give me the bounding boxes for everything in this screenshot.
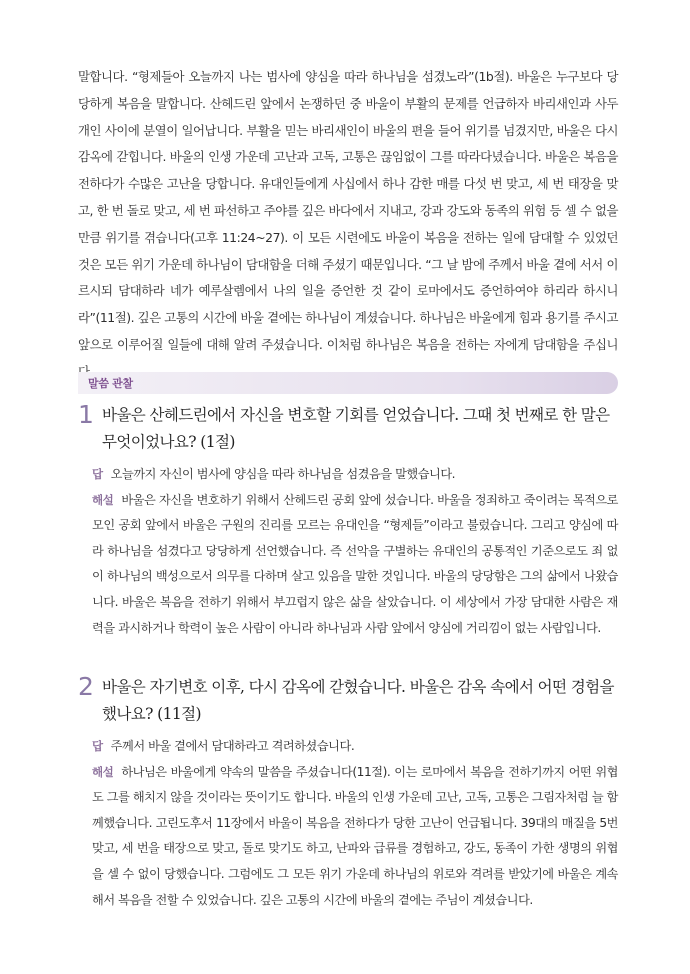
answer-line [92,462,618,488]
question-header [78,674,618,728]
explanation-text: 바울은 자신을 변호하기 위해서 산헤드린 공회 앞에 섰습니다. 바울을 정죄하고 죽이려는 목적으로 모인 공회 앞에서 바울은 구원의 진리를 모르는 유대인을 “형제들”이라고 불렀습니다. 그리고 양심에 따라 하나님을 섬겼다고 당당하게 선언했습니다. 즉 선악을 구별하는 유대인의 공통적인 기준으로도 죄 없이 하나님의 백성으로서 의무를 다하며 살고 있음을 말한 것입니다. 바울의 당당함은 그의 삶에서 나왔습니다. 바울은 복음을 전하기 위해서 부끄럽지 않은 삶을 살았습니다. 이 세상에서 가장 담대한 사람은 재력을 과시하거나 학력이 높은 사람이 아니라 하나님과 사람 앞에서 양심에 거리낌이 없는 사람입니다. [92,492,618,635]
question-header [78,402,618,456]
question-block-1 [78,402,618,641]
answer-tag: 답 [92,739,103,753]
answer-line [92,734,618,760]
intro-paragraph: 말합니다. “형제들아 오늘까지 나는 범사에 양심을 따라 하나님을 섬겼노라”(1b절). 바울은 누구보다 당당하게 복음을 말합니다. 산헤드린 앞에서 논쟁하던 중 바울이 부활의 문제를 언급하자 바리새인과 사두개인 사이에 분열이 일어납니다. 부활을 믿는 바리새인이 바울의 편을 들어 위기를 넘겼지만, 바울은 다시 감옥에 갇힙니다. 바울의 인생 가운데 고난과 고독, 고통은 끊임없이 그를 따라다녔습니다. 바울은 복음을 전하다가 수많은 고난을 당합니다. 유대인들에게 사십에서 하나 감한 매를 다섯 번 맞고, 세 번 태장을 맞고, 한 번 돌로 맞고, 세 번 파선하고 주야를 깊은 바다에서 지내고, 강과 강도와 동족의 위험 등 셀 수 없을 만큼 위기를 겪습니다(고후 11:24~27). 이 모든 시련에도 바울이 복음을 전하는 일에 담대할 수 있었던 것은 모든 위기 가운데 하나님이 담대함을 더해 주셨기 때문입니다. “그 날 밤에 주께서 바울 곁에 서서 이르시되 담대하라 네가 예루살렘에서 나의 일을 증언한 것 같이 로마에서도 증언하여야 하리라 하시니라”(11절). 깊은 고통의 시간에 바울 곁에는 하나님이 계셨습니다. 하나님은 바울에게 힘과 용기를 주시고 앞으로 이루어질 일들에 대해 알려 주셨습니다. 이처럼 하나님은 복음을 전하는 자에게 담대함을 주십니 [78,69,618,352]
explanation-tag: 해설 [92,764,114,779]
explanation-text: 하나님은 바울에게 약속의 말씀을 주셨습니다(11절). 이는 로마에서 복음을 전하기까지 어떤 위협도 그를 해치지 않을 것이라는 뜻이기도 합니다. 바울의 인생 가운데 고난, 고독, 고통은 그림자처럼 늘 함께했습니다. 고린도후서 11장에서 바울이 복음을 전하다가 당한 고난이 언급됩니다. 39대의 매질을 5번 맞고, 세 번을 태장으로 맞고, 돌로 맞기도 하고, 난파와 급류를 경험하고, 강도, 동족이 가한 생명의 위협을 셀 수 없이 당했습니다. 그럼에도 그 모든 위기 가운데 하나님의 위로와 격려를 받았기에 바울은 계속해서 복음을 전할 수 있었습니다. 깊은 고통의 시간에 바울의 곁에는 주님이 계셨습니다. [92,764,618,907]
question-number: 1 [78,400,94,429]
section-label: 말씀 관찰 [88,377,133,390]
explanation-paragraph [92,488,618,642]
answer-text: 주께서 바울 곁에서 담대하라고 격려하셨습니다. [110,739,355,753]
question-text: 바울은 자기변호 이후, 다시 감옥에 갇혔습니다. 바울은 감옥 속에서 어떤 경험을 했나요? (11절) [102,678,614,723]
question-block-2 [78,674,618,913]
question-number: 2 [78,672,94,701]
question-text: 바울은 산헤드린에서 자신을 변호할 기회를 얻었습니다. 그때 첫 번째로 한 말은 무엇이었나요? (1절) [102,406,610,451]
explanation-tag: 해설 [92,492,114,507]
explanation-paragraph [92,760,618,914]
answer-text: 오늘까지 자신이 범사에 양심을 따라 하나님을 섬겼음을 말했습니다. [110,467,456,481]
answer-tag: 답 [92,467,103,481]
section-header-bar [78,372,618,394]
